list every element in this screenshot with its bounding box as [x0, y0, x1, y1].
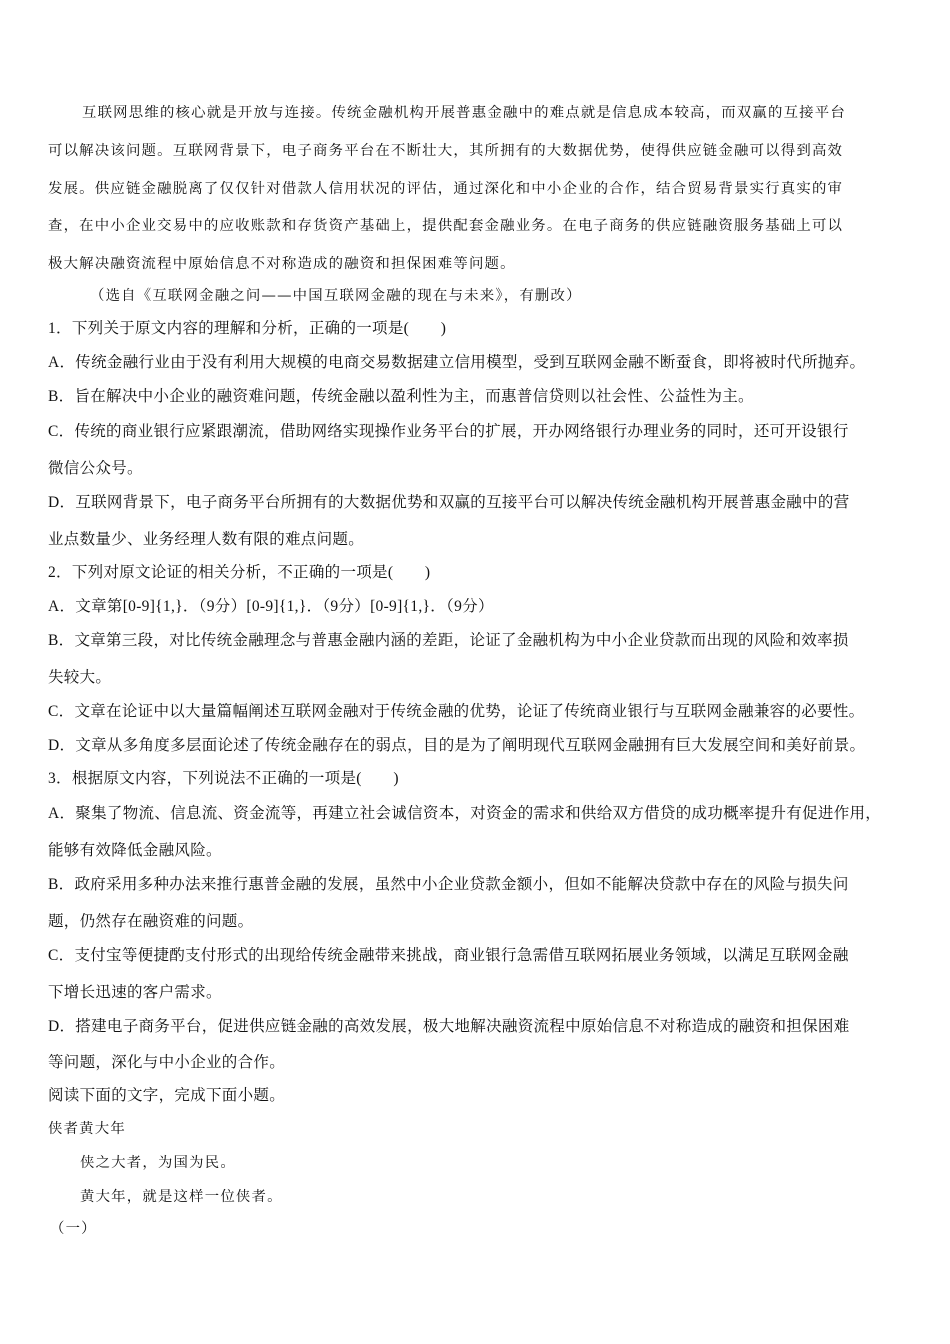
question-option-continued: 下增长迅速的客户需求。	[48, 984, 222, 1001]
question-option-continued: 失较大。	[48, 669, 112, 686]
question-stem: 2．下列对原文论证的相关分析，不正确的一项是( )	[48, 564, 431, 581]
question-option-continued: 题，仍然存在融资难的问题。	[48, 913, 254, 930]
passage-line: 发展。供应链金融脱离了仅仅针对借款人信用状况的评估，通过深化和中小企业的合作，结合贸易背景实行真实的审	[48, 181, 844, 197]
question-option: C．文章在论证中以大量篇幅阐述互联网金融对于传统金融的优势，论证了传统商业银行与互联网金融兼容的必要性。	[48, 703, 865, 720]
question-option: C．支付宝等便捷酌支付形式的出现给传统金融带来挑战，商业银行急需借互联网拓展业务领域，以满足互联网金融	[48, 947, 849, 964]
question-option: C．传统的商业银行应紧跟潮流，借助网络实现操作业务平台的扩展，开办网络银行办理业务的同时，还可开设银行	[48, 423, 849, 440]
reading-instruction: 阅读下面的文字，完成下面小题。	[48, 1087, 286, 1104]
question-stem: 1．下列关于原文内容的理解和分析，正确的一项是( )	[48, 320, 447, 337]
passage-line: 互联网思维的核心就是开放与连接。传统金融机构开展普惠金融中的难点就是信息成本较高，而双赢的互接平台	[82, 105, 846, 121]
question-option: B．旨在解决中小企业的融资难问题，传统金融以盈利性为主，而惠普信贷则以社会性、公益性为主。	[48, 388, 754, 405]
question-option: A．传统金融行业由于没有利用大规模的电商交易数据建立信用模型，受到互联网金融不断蚕食，即将被时代所抛弃。	[48, 354, 866, 371]
passage-line: 可以解决该问题。互联网背景下，电子商务平台在不断壮大，其所拥有的大数据优势，使得供应链金融可以得到高效	[48, 143, 844, 159]
question-option: B．文章第三段，对比传统金融理念与普惠金融内涵的差距，论证了金融机构为中小企业贷款而出现的风险和效率损	[48, 632, 849, 649]
question-option: D．文章从多角度多层面论述了传统金融存在的弱点，目的是为了阐明现代互联网金融拥有巨大发展空间和美好前景。	[48, 737, 866, 754]
question-option: B．政府采用多种办法来推行惠普金融的发展，虽然中小企业贷款金额小，但如不能解决贷款中存在的风险与损失问	[48, 876, 849, 893]
question-option-continued: 微信公众号。	[48, 460, 143, 477]
question-stem: 3．根据原文内容，下列说法不正确的一项是( )	[48, 770, 399, 787]
question-option: D．互联网背景下，电子商务平台所拥有的大数据优势和双赢的互接平台可以解决传统金融机构开展普惠金融中的营	[48, 494, 850, 511]
reading-paragraph: 黄大年，就是这样一位侠者。	[80, 1189, 283, 1205]
reading-section-number: （一）	[50, 1221, 97, 1237]
reading-paragraph: 侠之大者，为国为民。	[80, 1155, 236, 1171]
passage-line: 查，在中小企业交易中的应收账款和存货资产基础上，提供配套金融业务。在电子商务的供应链融资服务基础上可以	[48, 218, 844, 234]
question-option-continued: 能够有效降低金融风险。	[48, 842, 222, 859]
passage-source: （选自《互联网金融之问——中国互联网金融的现在与未来》，有删改）	[90, 288, 582, 304]
question-option-continued: 业点数量少、业务经理人数有限的难点问题。	[48, 531, 365, 548]
question-option: A．文章第[0-9]{1,}．（9分）[0-9]{1,}．（9分）[0-9]{1,}．（9分）	[48, 598, 494, 615]
question-option: A．聚集了物流、信息流、资金流等，再建立社会诚信资本，对资金的需求和供给双方借贷的成功概率提升有促进作用，	[48, 805, 882, 822]
reading-title: 侠者黄大年	[48, 1121, 126, 1137]
passage-line: 极大解决融资流程中原始信息不对称造成的融资和担保困难等问题。	[48, 256, 516, 272]
question-option: D．搭建电子商务平台，促进供应链金融的高效发展，极大地解决融资流程中原始信息不对称造成的融资和担保困难	[48, 1018, 850, 1035]
question-option-continued: 等问题，深化与中小企业的合作。	[48, 1054, 286, 1071]
